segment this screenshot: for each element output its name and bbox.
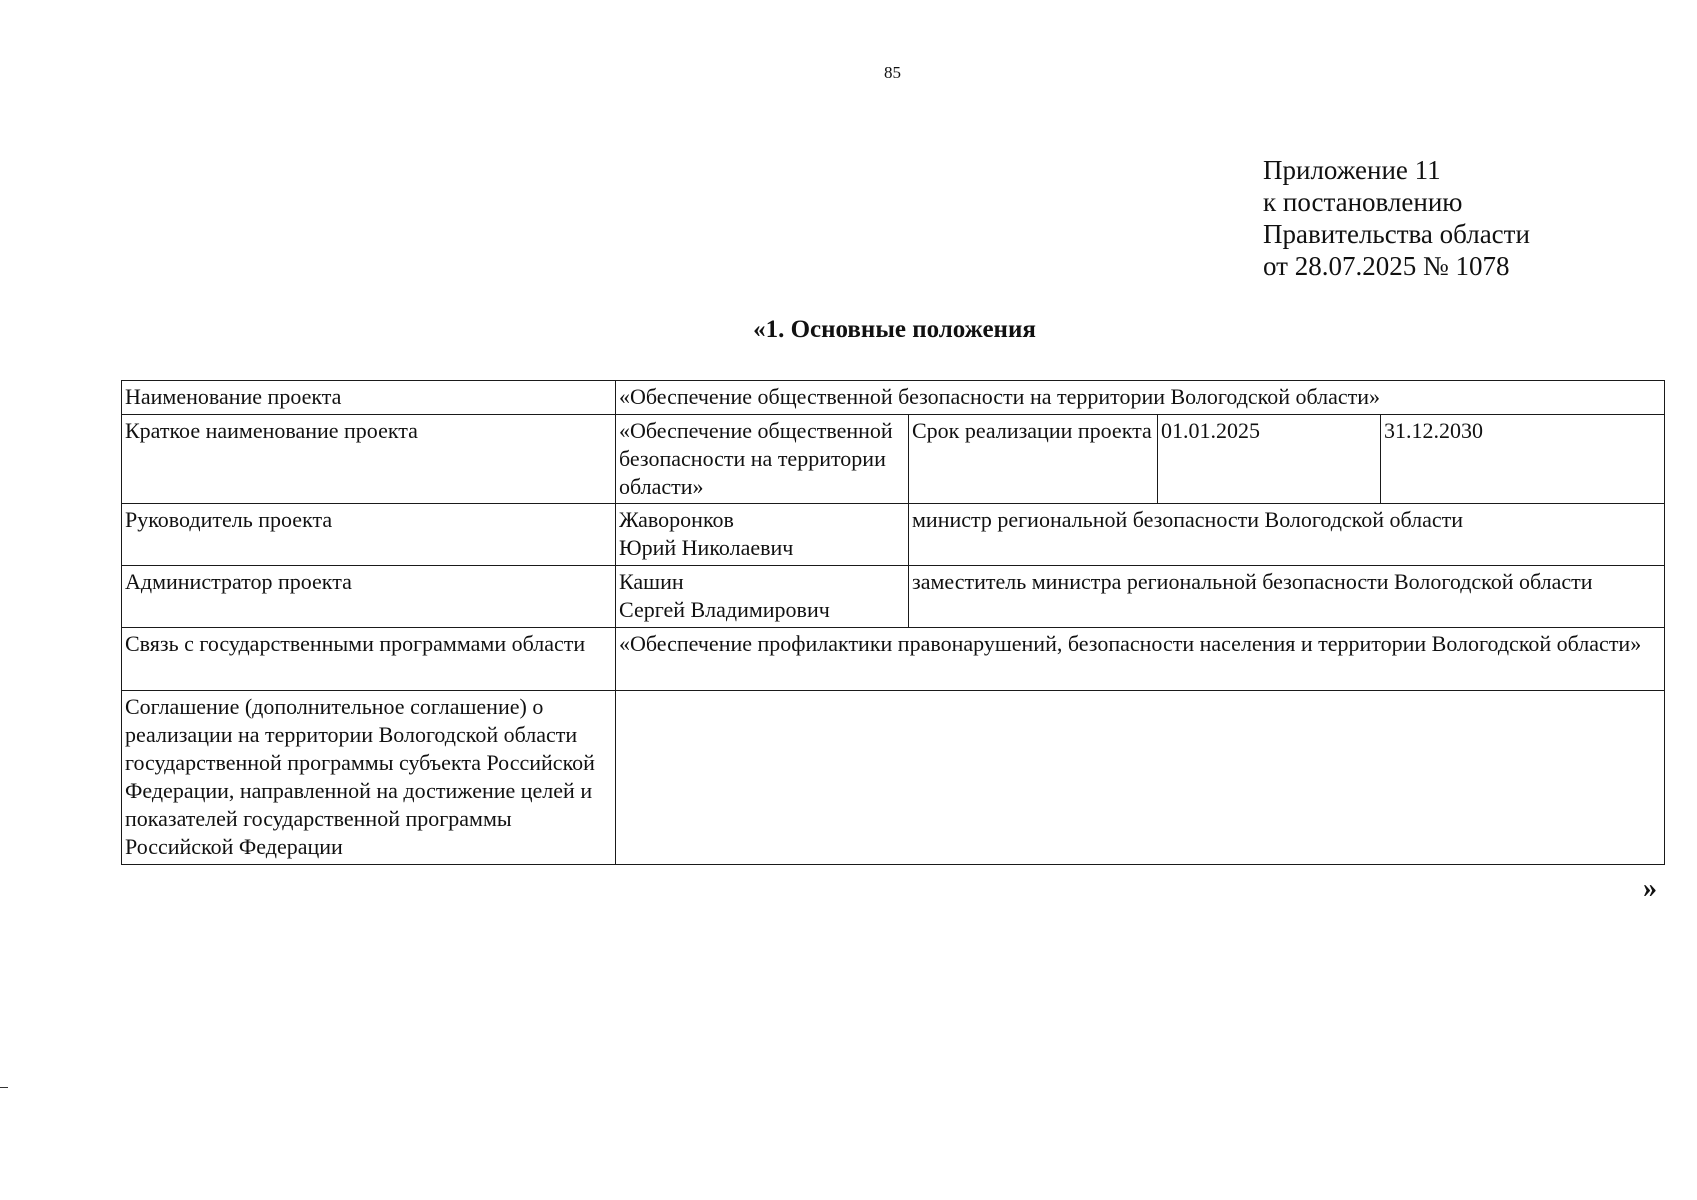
table-row-admin [122,566,1665,628]
term-label: Срок реализации проекта [909,415,1158,504]
head-position: министр региональной безопасности Вологодской области [909,504,1665,566]
table-row-name [122,381,1665,415]
agreement-label: Соглашение (дополнительное соглашение) о реализации на территории Вологодской области государственной программы субъекта Российской Федерации, направленной на достижение целей и показателей государственной программы Российской Федерации [122,691,616,865]
table-row-head [122,504,1665,566]
programs-label: Связь с государственными программами области [122,628,616,691]
appendix-government: Правительства области [1263,219,1530,249]
admin-position: заместитель министра региональной безопасности Вологодской области [909,566,1665,628]
page-number: 85 [884,63,901,82]
margin-mark [0,1087,8,1088]
table-row-agreement [122,691,1665,865]
admin-surname: Кашин [619,569,684,594]
appendix-to-resolution: к постановлению [1263,187,1463,217]
term-start: 01.01.2025 [1158,415,1381,504]
admin-label: Администратор проекта [122,566,616,628]
term-end: 31.12.2030 [1381,415,1665,504]
head-name [616,504,909,566]
project-name-value: «Обеспечение общественной безопасности на территории Вологодской области» [616,381,1665,415]
appendix-header [1263,154,1530,282]
programs-value: «Обеспечение профилактики правонарушений, безопасности населения и территории Вологодской области» [616,628,1665,691]
appendix-date-number: от 28.07.2025 № 1078 [1263,251,1510,281]
project-name-label: Наименование проекта [122,381,616,415]
project-info-table [121,380,1665,865]
table-row-programs [122,628,1665,691]
head-given-names: Юрий Николаевич [619,535,794,560]
admin-given-names: Сергей Владимирович [619,597,830,622]
appendix-title: Приложение 11 [1263,155,1441,185]
section-title: «1. Основные положения [753,316,1036,343]
closing-quote: » [1643,873,1657,904]
short-name-label: Краткое наименование проекта [122,415,616,504]
short-name-value: «Обеспечение общественной безопасности на территории области» [616,415,909,504]
admin-name [616,566,909,628]
table-row-short-name [122,415,1665,504]
head-surname: Жаворонков [619,507,734,532]
agreement-value [616,691,1665,865]
head-label: Руководитель проекта [122,504,616,566]
